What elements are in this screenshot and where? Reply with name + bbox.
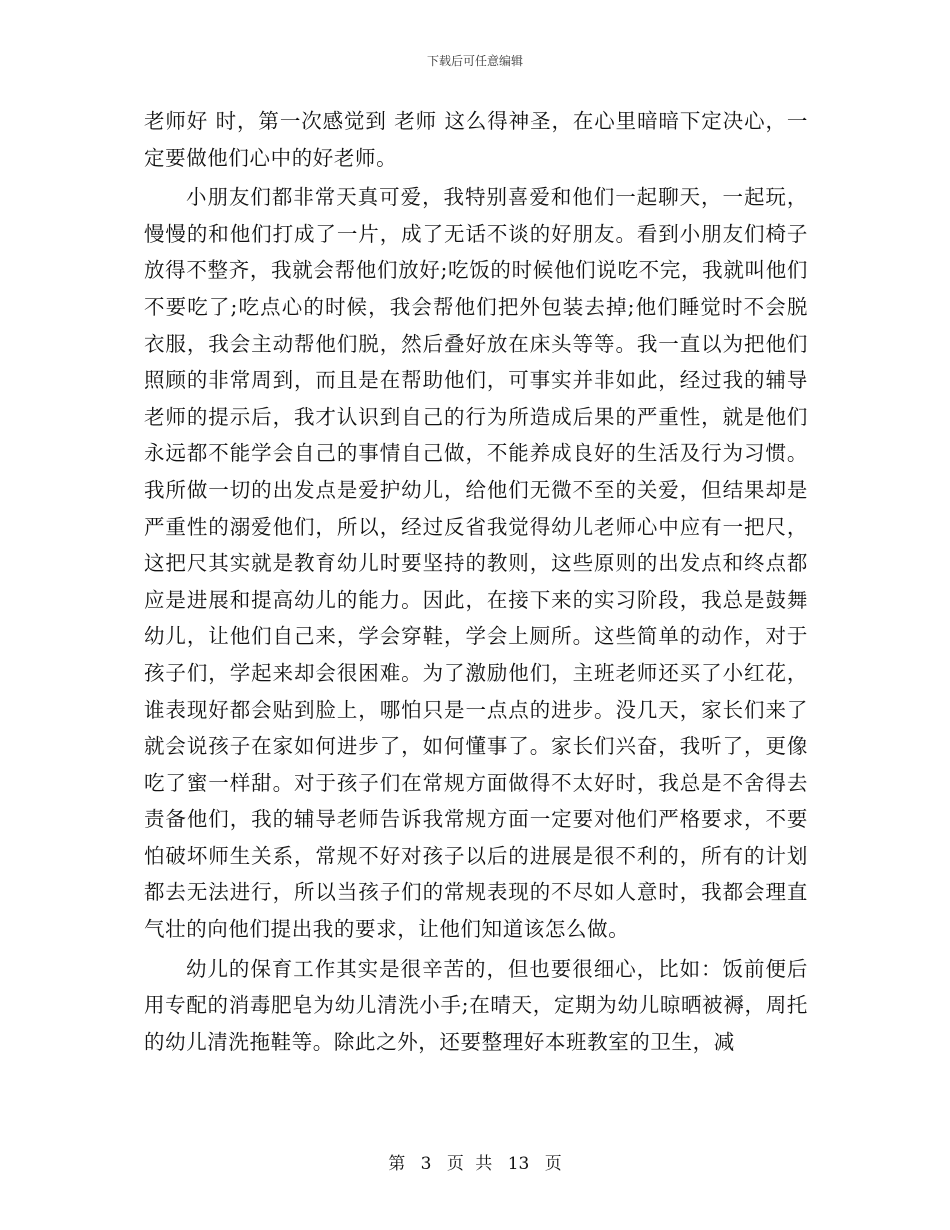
footer-total-pages: 13: [507, 1154, 530, 1174]
page-footer: [0, 1153, 950, 1175]
paragraph-3: 幼儿的保育工作其实是很辛苦的，但也要很细心，比如：饭前便后用专配的消毒肥皂为幼儿清洗小手;在晴天，定期为幼儿晾晒被褥，周托的幼儿清洗拖鞋等。除此之外，还要整理好本班教室的卫生，减: [144, 956, 808, 1054]
paragraph-1: 老师好 时，第一次感觉到 老师 这么得神圣，在心里暗暗下定决心，一定要做他们心中的好老师。: [144, 109, 808, 170]
body-text: [144, 103, 808, 1063]
paragraph-2: 小朋友们都非常天真可爱，我特别喜爱和他们一起聊天，一起玩，慢慢的和他们打成了一片，成了无话不谈的好朋友。看到小朋友们椅子放得不整齐，我就会帮他们放好;吃饭的时候他们说吃不完，我就叫他们不要吃了;吃点心的时候，我会帮他们把外包装去掉;他们睡觉时不会脱衣服，我会主动帮他们脱，然后叠好放在床头等等。我一直以为把他们照顾的非常周到，而且是在帮助他们，可事实并非如此，经过我的辅导老师的提示后，我才认识到自己的行为所造成后果的严重性，就是他们永远都不能学会自己的事情自己做，不能养成良好的生活及行为习惯。我所做一切的出发点是爱护幼儿，给他们无微不至的关爱，但结果却是严重性的溺爱他们，所以，经过反省我觉得幼儿老师心中应有一把尺，这把尺其实就是教育幼儿时要坚持的教则，这些原则的出发点和终点都应是进展和提高幼儿的能力。因此，在接下来的实习阶段，我总是鼓舞幼儿，让他们自己来，学会穿鞋，学会上厕所。这些简单的动作，对于孩子们，学起来却会很困难。为了激励他们，主班老师还买了小红花，谁表现好都会贴到脸上，哪怕只是一点点的进步。没几天，家长们来了就会说孩子在家如何进步了，如何懂事了。家长们兴奋，我听了，更像吃了蜜一样甜。对于孩子们在常规方面做得不太好时，我总是不舍得去责备他们，我的辅导老师告诉我常规方面一定要对他们严格要求，不要怕破坏师生关系，常规不好对孩子以后的进展是很不利的，所有的计划都去无法进行，所以当孩子们的常规表现的不尽如人意时，我都会理直气壮的向他们提出我的要求，让他们知道该怎么做。: [144, 185, 808, 942]
footer-current-page: 3: [420, 1154, 432, 1174]
footer-middle: 页 共: [446, 1154, 493, 1174]
footer-prefix: 第: [388, 1154, 406, 1174]
footer-suffix: 页: [544, 1154, 562, 1174]
page-header: 下载后可任意编辑: [426, 54, 523, 68]
